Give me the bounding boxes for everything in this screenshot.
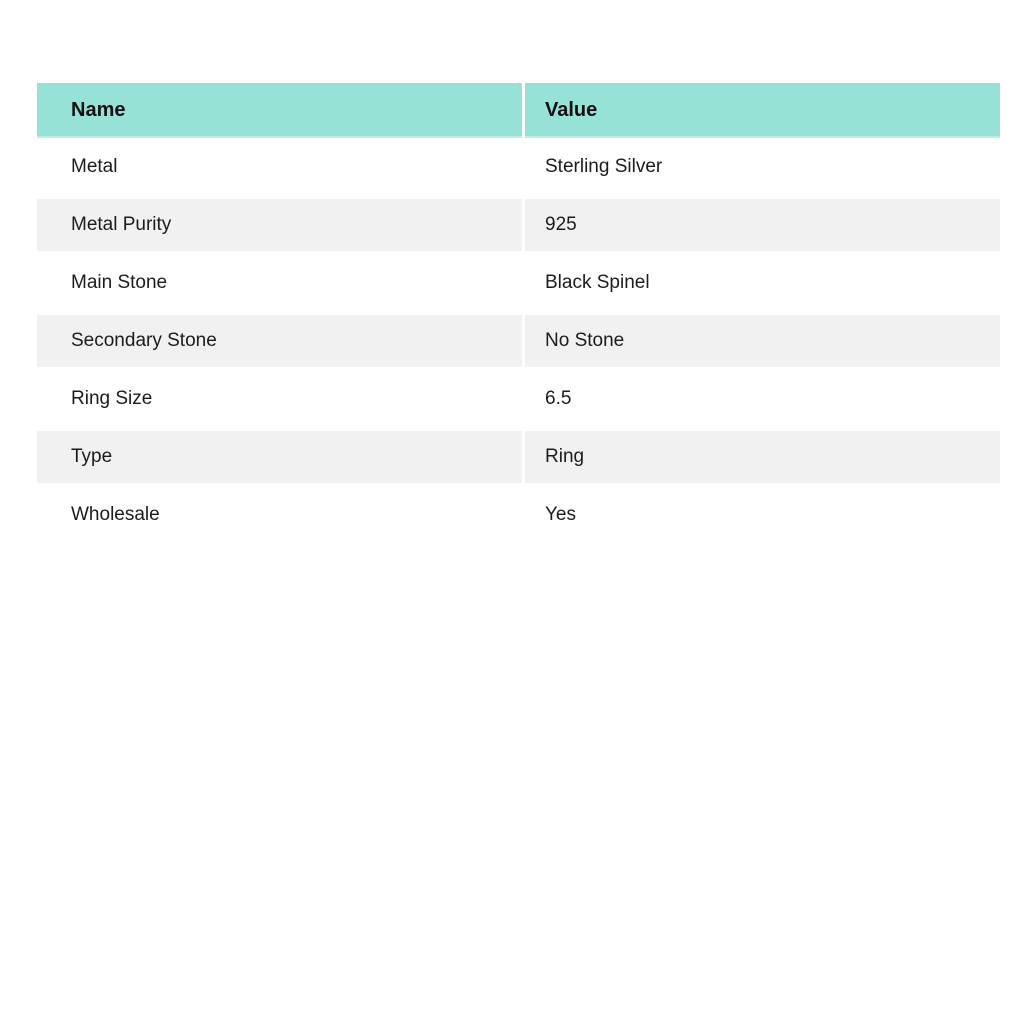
attribute-name-cell: Main Stone bbox=[37, 254, 522, 312]
table-row bbox=[37, 138, 1000, 196]
table-header-row bbox=[37, 80, 1000, 138]
attribute-name-cell: Metal bbox=[37, 138, 522, 196]
column-header-value: Value bbox=[522, 80, 1000, 138]
table-row bbox=[37, 312, 1000, 370]
attribute-value-cell: Ring bbox=[522, 428, 1000, 486]
attribute-value-cell: 6.5 bbox=[522, 370, 1000, 428]
attribute-value-cell: Sterling Silver bbox=[522, 138, 1000, 196]
product-attributes-table bbox=[37, 80, 1000, 544]
column-header-name: Name bbox=[37, 80, 522, 138]
attribute-name-cell: Metal Purity bbox=[37, 196, 522, 254]
table-row bbox=[37, 196, 1000, 254]
attribute-value-cell: Black Spinel bbox=[522, 254, 1000, 312]
table-row bbox=[37, 370, 1000, 428]
attribute-value-cell: No Stone bbox=[522, 312, 1000, 370]
table-row bbox=[37, 428, 1000, 486]
attribute-name-cell: Ring Size bbox=[37, 370, 522, 428]
attribute-name-cell: Secondary Stone bbox=[37, 312, 522, 370]
attribute-name-cell: Type bbox=[37, 428, 522, 486]
attribute-value-cell: Yes bbox=[522, 486, 1000, 544]
attribute-name-cell: Wholesale bbox=[37, 486, 522, 544]
attribute-value-cell: 925 bbox=[522, 196, 1000, 254]
table-row bbox=[37, 486, 1000, 544]
table-row bbox=[37, 254, 1000, 312]
